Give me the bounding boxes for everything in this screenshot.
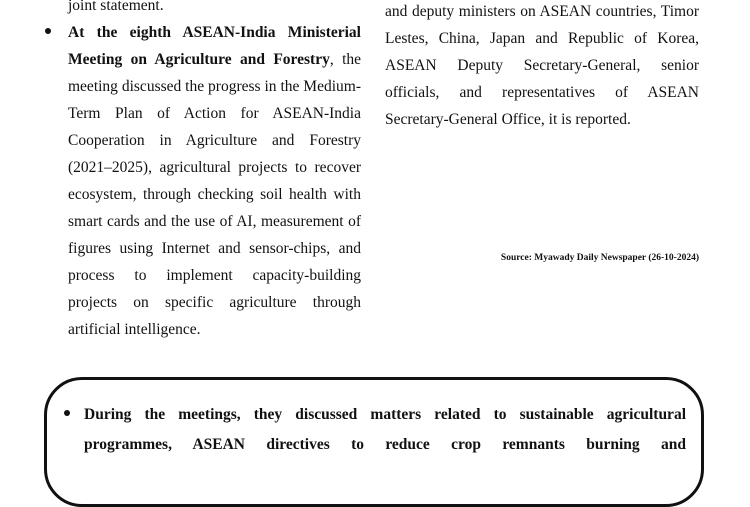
- box-bullet-dot-icon: [64, 410, 70, 416]
- left-column: [68, 0, 361, 343]
- bullet-paragraph: [68, 19, 361, 343]
- bullet-item: [68, 19, 361, 343]
- bullet-body: , the meeting discussed the progress in the Medium-Term Plan of Action for ASEAN-India Cooperation in Agriculture and Forestry (2021–2025), agricultural projects to recover ecosystem, through checking soil health with smart cards and the use of AI, measurement of figures using Internet and sensor-chips, and process to implement capacity-building projects on specific agriculture through artificial intelligence.: [68, 51, 362, 338]
- right-column: [385, 0, 699, 133]
- right-paragraph: and deputy ministers on ASEAN countries, Timor Lestes, China, Japan and Republic of Korea, ASEAN Deputy Secretary-General, senior officials, and representatives of ASEAN Secretary-General Office, it is reported.: [385, 3, 699, 128]
- intro-tail-text: joint statement.: [68, 0, 164, 14]
- source-citation: Source: Myawady Daily Newspaper (26-10-2024): [500, 253, 699, 263]
- highlight-box-text: During the meetings, they discussed matters related to sustainable agricultural programmes, ASEAN directives to reduce crop remnants burning and: [84, 406, 686, 453]
- bullet-dot-icon: [45, 28, 51, 34]
- bullet-heading: At the eighth ASEAN-India Ministerial Meeting on Agriculture and Forestry: [68, 24, 361, 68]
